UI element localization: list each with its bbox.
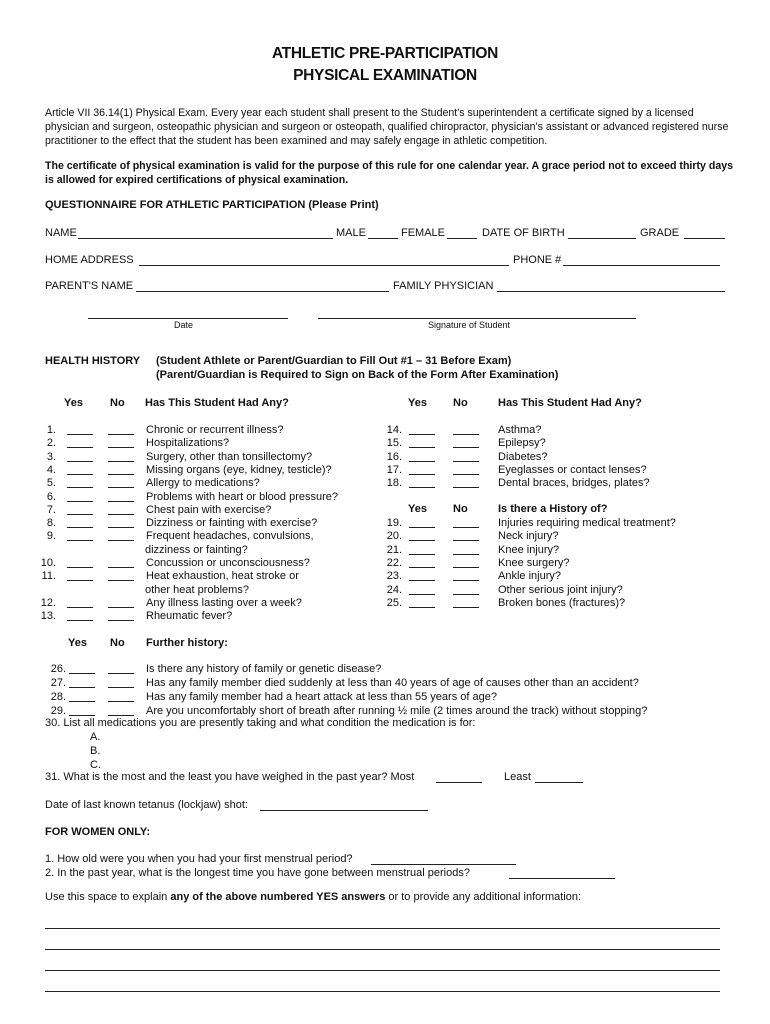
questionnaire-heading: QUESTIONNAIRE FOR ATHLETIC PARTICIPATION (Please Print)	[45, 199, 379, 211]
question-text: Chronic or recurrent illness?	[146, 424, 284, 436]
question-text: Epilepsy?	[498, 437, 546, 450]
question-text: Problems with heart or blood pressure?	[146, 490, 338, 503]
female-label: FEMALE	[401, 227, 446, 239]
yes-answer-blank[interactable]	[67, 491, 93, 502]
question-number: 8.	[46, 517, 56, 530]
question-number: 18.	[386, 477, 402, 490]
question-number: 26.	[50, 663, 66, 675]
explain-bold: any of the above numbered YES answers	[170, 891, 386, 903]
right-no-header: No	[453, 397, 468, 409]
no-answer-blank[interactable]	[453, 557, 479, 568]
no-answer-blank[interactable]	[108, 610, 134, 621]
yes-answer-blank[interactable]	[69, 691, 95, 702]
most-weight-field[interactable]	[436, 782, 482, 783]
question-number: 24.	[386, 583, 402, 596]
phone-label: PHONE #	[513, 254, 562, 266]
form-title-line1: ATHLETIC PRE-PARTICIPATION	[271, 45, 499, 62]
tetanus-field[interactable]	[260, 810, 428, 811]
grade-field[interactable]	[684, 238, 725, 239]
no-answer-blank[interactable]	[453, 517, 479, 528]
no-answer-blank[interactable]	[453, 464, 479, 475]
question-30: 30. List all medications you are presently taking and what condition the medication is for:	[45, 717, 476, 729]
question-number: 27.	[50, 677, 66, 689]
yes-answer-blank[interactable]	[409, 557, 435, 568]
explain-line-2[interactable]	[45, 949, 720, 950]
question-text: Eyeglasses or contact lenses?	[498, 463, 647, 476]
yes-answer-blank[interactable]	[67, 504, 93, 515]
question-number: 9.	[46, 530, 56, 543]
no-answer-blank[interactable]	[108, 451, 134, 462]
history-yes-header: Yes	[408, 503, 427, 515]
question-31: 31. What is the most and the least you have weighed in the past year? Most	[45, 771, 415, 783]
yes-answer-blank[interactable]	[67, 451, 93, 462]
phone-field[interactable]	[563, 265, 720, 266]
least-weight-label: Least	[504, 771, 531, 783]
question-number: 14.	[386, 424, 402, 436]
question-text: Injuries requiring medical treatment?	[498, 517, 676, 529]
question-number: 22.	[386, 556, 402, 569]
question-text: Knee injury?	[498, 543, 560, 556]
question-text-continued: other heat problems?	[145, 583, 249, 596]
yes-answer-blank[interactable]	[67, 597, 93, 608]
question-number: 25.	[386, 596, 402, 609]
no-answer-blank[interactable]	[108, 517, 134, 528]
yes-answer-blank[interactable]	[409, 517, 435, 528]
name-field[interactable]	[78, 238, 333, 239]
explain-line-4[interactable]	[45, 991, 720, 992]
first-period-field[interactable]	[371, 864, 516, 865]
question-text-continued: dizziness or fainting?	[145, 543, 248, 556]
question-text: Concussion or unconsciousness?	[146, 557, 310, 569]
yes-answer-blank[interactable]	[409, 597, 435, 608]
tetanus-label: Date of last known tetanus (lockjaw) shot:	[45, 799, 248, 811]
question-text: Surgery, other than tonsillectomy?	[146, 450, 313, 463]
signature-field[interactable]	[318, 318, 636, 319]
question-text: Missing organs (eye, kidney, testicle)?	[146, 463, 332, 476]
women-question-1: 1. How old were you when you had your first menstrual period?	[45, 853, 353, 865]
parent-name-label: PARENT'S NAME	[45, 280, 134, 292]
question-number: 10.	[40, 557, 56, 569]
yes-answer-blank[interactable]	[409, 477, 435, 488]
further-yes-header: Yes	[68, 637, 87, 649]
no-answer-blank[interactable]	[108, 677, 134, 688]
yes-answer-blank[interactable]	[69, 705, 95, 716]
question-text: Ankle injury?	[498, 570, 561, 583]
family-physician-field[interactable]	[497, 291, 725, 292]
no-answer-blank[interactable]	[108, 477, 134, 488]
question-number: 3.	[46, 450, 56, 463]
yes-answer-blank[interactable]	[67, 610, 93, 621]
question-number: 5.	[46, 477, 56, 490]
question-number: 1.	[46, 424, 56, 436]
question-number: 21.	[386, 543, 402, 556]
yes-answer-blank[interactable]	[67, 437, 93, 448]
explain-instruction	[45, 891, 581, 904]
question-number: 13.	[40, 610, 56, 623]
question-number: 4.	[46, 463, 56, 476]
question-text: Other serious joint injury?	[498, 583, 623, 596]
yes-answer-blank[interactable]	[67, 477, 93, 488]
no-answer-blank[interactable]	[453, 544, 479, 555]
question-text: Broken bones (fractures)?	[498, 596, 626, 609]
no-answer-blank[interactable]	[453, 437, 479, 448]
name-label: NAME	[45, 227, 77, 239]
question-text: Allergy to medications?	[146, 477, 260, 490]
home-address-label: HOME ADDRESS	[45, 254, 134, 266]
validity-note: The certificate of physical examination is valid for the purpose of this rule for one calendar year. A grace period not to exceed thirty days is allowed for expired certifications of physical examination.	[45, 160, 733, 186]
left-yes-header: Yes	[64, 397, 83, 409]
no-answer-blank[interactable]	[108, 504, 134, 515]
women-question-2: 2. In the past year, what is the longest time you have gone between menstrual periods?	[45, 867, 470, 879]
explain-prefix: Use this space to explain	[45, 891, 171, 903]
question-number: 16.	[386, 450, 402, 463]
home-address-field[interactable]	[139, 265, 509, 266]
form-title-line2: PHYSICAL EXAMINATION	[293, 67, 477, 84]
no-answer-blank[interactable]	[453, 424, 479, 435]
question-text: Frequent headaches, convulsions,	[146, 530, 314, 543]
question-number: 7.	[46, 503, 56, 516]
question-number: 2.	[46, 437, 56, 450]
yes-answer-blank[interactable]	[409, 437, 435, 448]
signature-label: Signature of Student	[428, 320, 511, 330]
question-text: Rheumatic fever?	[146, 610, 233, 623]
question-text: Heat exhaustion, heat stroke or	[146, 570, 299, 583]
no-answer-blank[interactable]	[453, 584, 479, 595]
no-answer-blank[interactable]	[453, 477, 479, 488]
date-label: Date	[174, 320, 194, 330]
no-answer-blank[interactable]	[108, 424, 134, 435]
question-text: Asthma?	[498, 424, 542, 436]
dob-field[interactable]	[568, 238, 636, 239]
question-number: 15.	[386, 437, 402, 450]
health-history-heading: HEALTH HISTORY	[45, 355, 141, 367]
women-only-heading: FOR WOMEN ONLY:	[45, 826, 151, 838]
no-answer-blank[interactable]	[108, 557, 134, 568]
right-yes-header: Yes	[408, 397, 427, 409]
period-gap-field[interactable]	[509, 878, 615, 879]
no-answer-blank[interactable]	[108, 570, 134, 581]
yes-answer-blank[interactable]	[69, 677, 95, 688]
history-heading: Is there a History of?	[498, 503, 608, 515]
yes-answer-blank[interactable]	[409, 530, 435, 541]
history-no-header: No	[453, 503, 468, 515]
no-answer-blank[interactable]	[108, 530, 134, 541]
further-no-header: No	[110, 637, 125, 649]
explain-line-1[interactable]	[45, 928, 720, 929]
yes-answer-blank[interactable]	[67, 570, 93, 581]
question-number: 17.	[386, 463, 402, 476]
no-answer-blank[interactable]	[453, 451, 479, 462]
grade-label: GRADE	[640, 227, 680, 239]
question-text: Has any family member died suddenly at less than 40 years of age of causes other than an accident?	[146, 677, 639, 689]
yes-answer-blank[interactable]	[67, 424, 93, 435]
no-answer-blank[interactable]	[108, 691, 134, 702]
health-history-instruction-1: (Student Athlete or Parent/Guardian to Fill Out #1 – 31 Before Exam)	[156, 355, 512, 367]
yes-answer-blank[interactable]	[67, 557, 93, 568]
question-text: Hospitalizations?	[146, 437, 230, 450]
yes-answer-blank[interactable]	[409, 570, 435, 581]
question-text: Chest pain with exercise?	[146, 503, 272, 516]
male-field[interactable]	[368, 238, 398, 239]
question-text: Any illness lasting over a week?	[146, 596, 302, 609]
no-answer-blank[interactable]	[453, 530, 479, 541]
male-label: MALE	[336, 227, 366, 239]
yes-answer-blank[interactable]	[409, 544, 435, 555]
question-number: 19.	[386, 517, 402, 529]
question-number: 28.	[50, 691, 66, 703]
health-history-instruction-2: (Parent/Guardian is Required to Sign on Back of the Form After Examination)	[156, 369, 559, 381]
parent-name-field[interactable]	[136, 291, 389, 292]
date-field[interactable]	[88, 318, 288, 319]
yes-answer-blank[interactable]	[409, 584, 435, 595]
no-answer-blank[interactable]	[108, 464, 134, 475]
question-number: 29.	[50, 705, 66, 717]
further-history-heading: Further history:	[146, 637, 228, 649]
question-number: 11.	[41, 570, 56, 583]
medication-option-c: C.	[90, 759, 101, 771]
yes-answer-blank[interactable]	[67, 464, 93, 475]
no-answer-blank[interactable]	[108, 597, 134, 608]
yes-answer-blank[interactable]	[409, 424, 435, 435]
question-number: 23.	[386, 570, 402, 583]
yes-answer-blank[interactable]	[67, 530, 93, 541]
question-text: Has any family member had a heart attack at less than 55 years of age?	[146, 691, 497, 703]
question-number: 12.	[40, 596, 56, 609]
no-answer-blank[interactable]	[108, 705, 134, 716]
yes-answer-blank[interactable]	[409, 451, 435, 462]
no-answer-blank[interactable]	[108, 663, 134, 674]
no-answer-blank[interactable]	[108, 491, 134, 502]
no-answer-blank[interactable]	[453, 570, 479, 581]
question-number: 6.	[46, 490, 56, 503]
no-answer-blank[interactable]	[453, 597, 479, 608]
left-question-header: Has This Student Had Any?	[145, 397, 289, 409]
explain-suffix: or to provide any additional information:	[385, 891, 582, 903]
question-number: 20.	[386, 530, 402, 543]
question-text: Diabetes?	[498, 450, 548, 463]
yes-answer-blank[interactable]	[69, 663, 95, 674]
family-physician-label: FAMILY PHYSICIAN	[393, 280, 494, 292]
question-text: Dizziness or fainting with exercise?	[146, 517, 318, 530]
question-text: Are you uncomfortably short of breath after running ½ mile (2 times around the track) without stopping?	[146, 705, 648, 717]
question-text: Dental braces, bridges, plates?	[498, 477, 650, 490]
right-question-header: Has This Student Had Any?	[498, 397, 642, 409]
least-weight-field[interactable]	[535, 782, 583, 783]
medication-option-b: B.	[90, 745, 101, 757]
question-text: Neck injury?	[498, 530, 559, 543]
no-answer-blank[interactable]	[108, 437, 134, 448]
question-text: Knee surgery?	[498, 556, 570, 569]
question-text: Is there any history of family or genetic disease?	[146, 663, 382, 675]
intro-paragraph: Article VII 36.14(1) Physical Exam. Every year each student shall present to the Student's superintendent a certificate signed by a licensed physician and surgeon, osteopathic physician and surgeon or osteopath, qualified chiropractor, physician's assistant or advanced registered nurse practitioner to the effect that the student has been examined and may safely engage in athletic competition.	[45, 107, 729, 147]
medication-option-a: A.	[90, 731, 101, 743]
yes-answer-blank[interactable]	[67, 517, 93, 528]
left-no-header: No	[110, 397, 125, 409]
yes-answer-blank[interactable]	[409, 464, 435, 475]
explain-line-3[interactable]	[45, 970, 720, 971]
female-field[interactable]	[447, 238, 477, 239]
dob-label: DATE OF BIRTH	[482, 227, 565, 239]
